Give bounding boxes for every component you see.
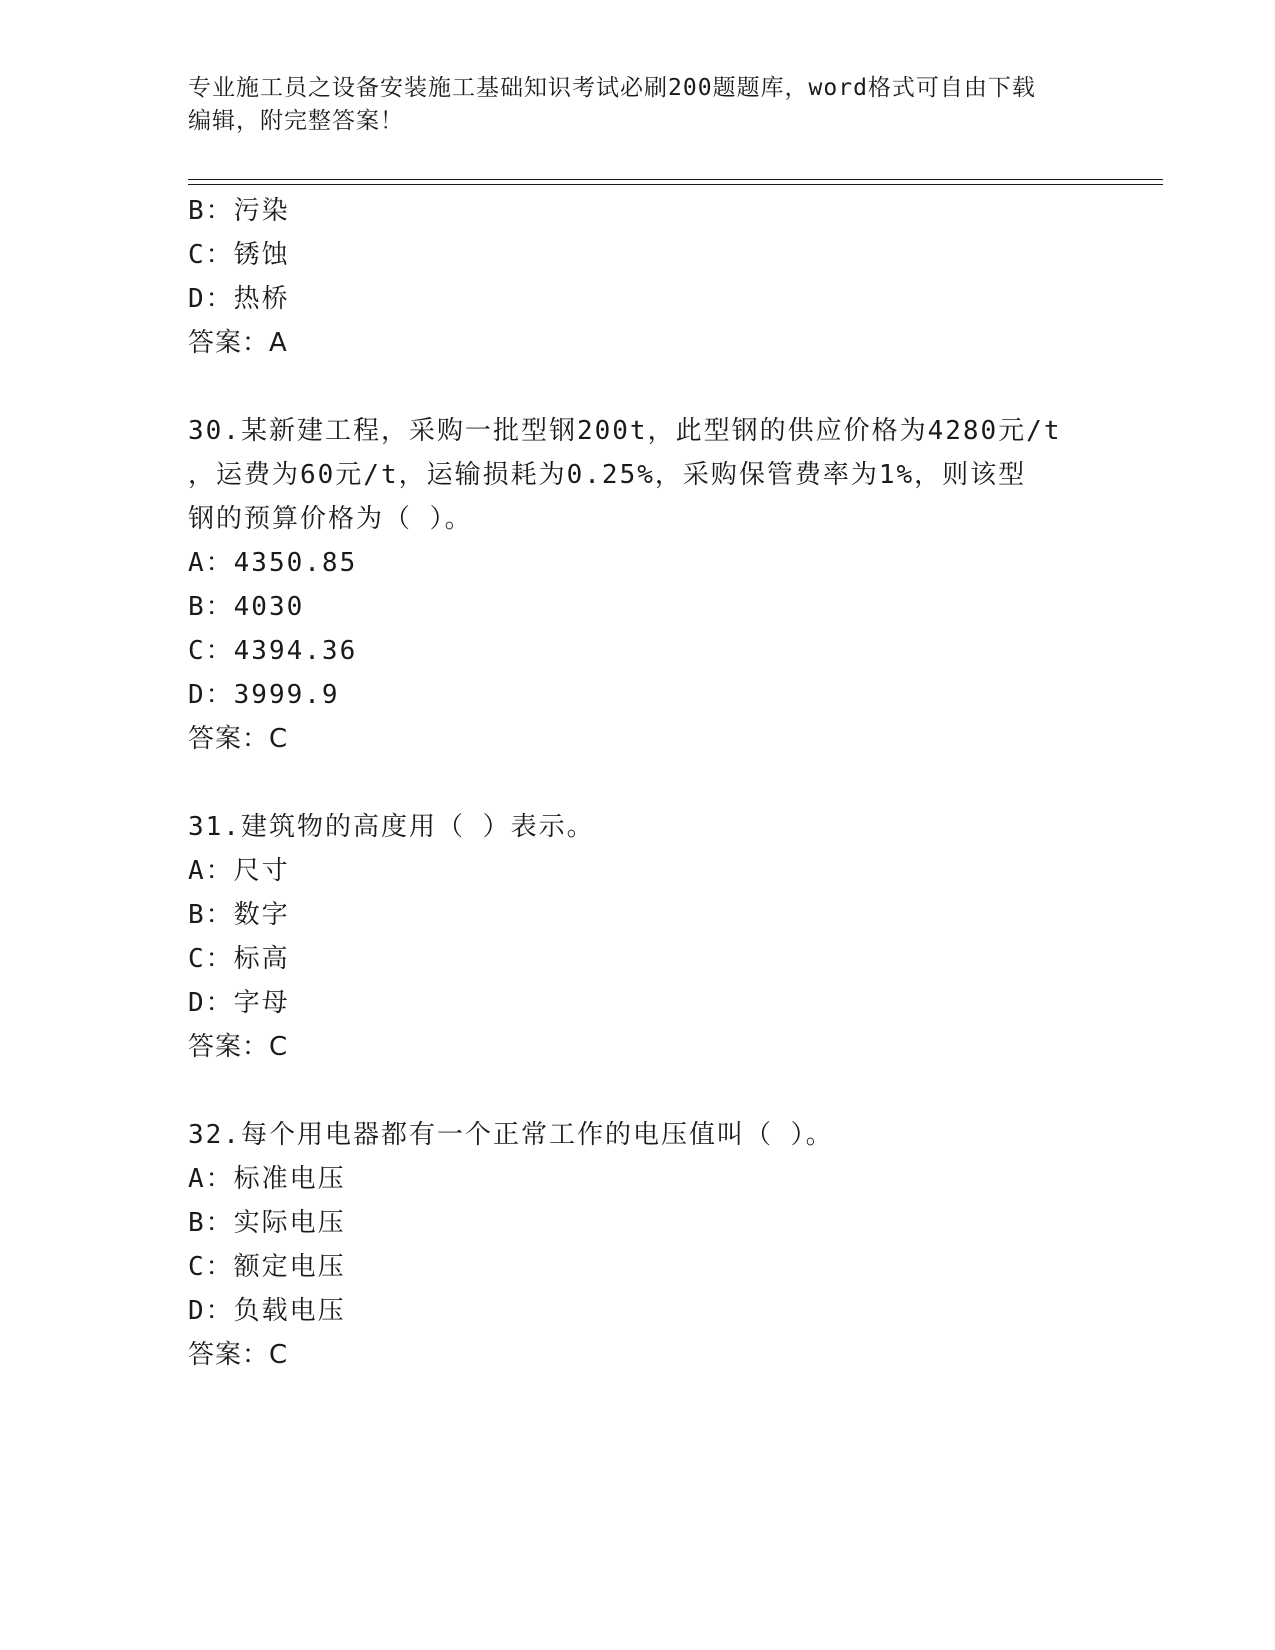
q31-option-a: A：尺寸 xyxy=(188,856,290,886)
header-rule-bottom xyxy=(188,184,1163,185)
q31-option-b: B：数字 xyxy=(188,900,290,930)
header-line-1: 专业施工员之设备安装施工基础知识考试必刷200题题库，word格式可自由下载 xyxy=(188,75,1036,101)
header-rule-top xyxy=(188,179,1163,180)
q31-stem: 31.建筑物的高度用（ ）表示。 xyxy=(188,812,595,842)
q31-option-c: C：标高 xyxy=(188,944,290,974)
q30-stem-line-1: 30.某新建工程，采购一批型钢200t，此型钢的供应价格为4280元/t xyxy=(188,416,1062,446)
header-line-2: 编辑，附完整答案！ xyxy=(188,108,404,134)
prev-option-b: B：污染 xyxy=(188,196,290,226)
q30-option-a: A：4350.85 xyxy=(188,548,358,578)
q32-option-a: A：标准电压 xyxy=(188,1164,346,1194)
prev-option-d: D：热桥 xyxy=(188,284,290,314)
q30-stem-line-3: 钢的预算价格为（ ）。 xyxy=(188,504,473,534)
q32-stem: 32.每个用电器都有一个正常工作的电压值叫（ ）。 xyxy=(188,1120,834,1150)
q30-answer: 答案：C xyxy=(188,724,289,754)
prev-option-c: C：锈蚀 xyxy=(188,240,290,270)
q32-option-c: C：额定电压 xyxy=(188,1252,346,1282)
prev-answer: 答案：A xyxy=(188,328,288,358)
q30-stem-line-2: ，运费为60元/t，运输损耗为0.25%，采购保管费率为1%，则该型 xyxy=(188,460,1027,490)
q30-option-c: C：4394.36 xyxy=(188,636,358,666)
q32-option-d: D：负载电压 xyxy=(188,1296,346,1326)
document-header xyxy=(188,72,1088,138)
q30-option-d: D：3999.9 xyxy=(188,680,340,710)
q31-option-d: D：字母 xyxy=(188,988,290,1018)
q31-answer: 答案：C xyxy=(188,1032,289,1062)
q32-option-b: B：实际电压 xyxy=(188,1208,346,1238)
q32-answer: 答案：C xyxy=(188,1340,289,1370)
q30-option-b: B：4030 xyxy=(188,592,305,622)
